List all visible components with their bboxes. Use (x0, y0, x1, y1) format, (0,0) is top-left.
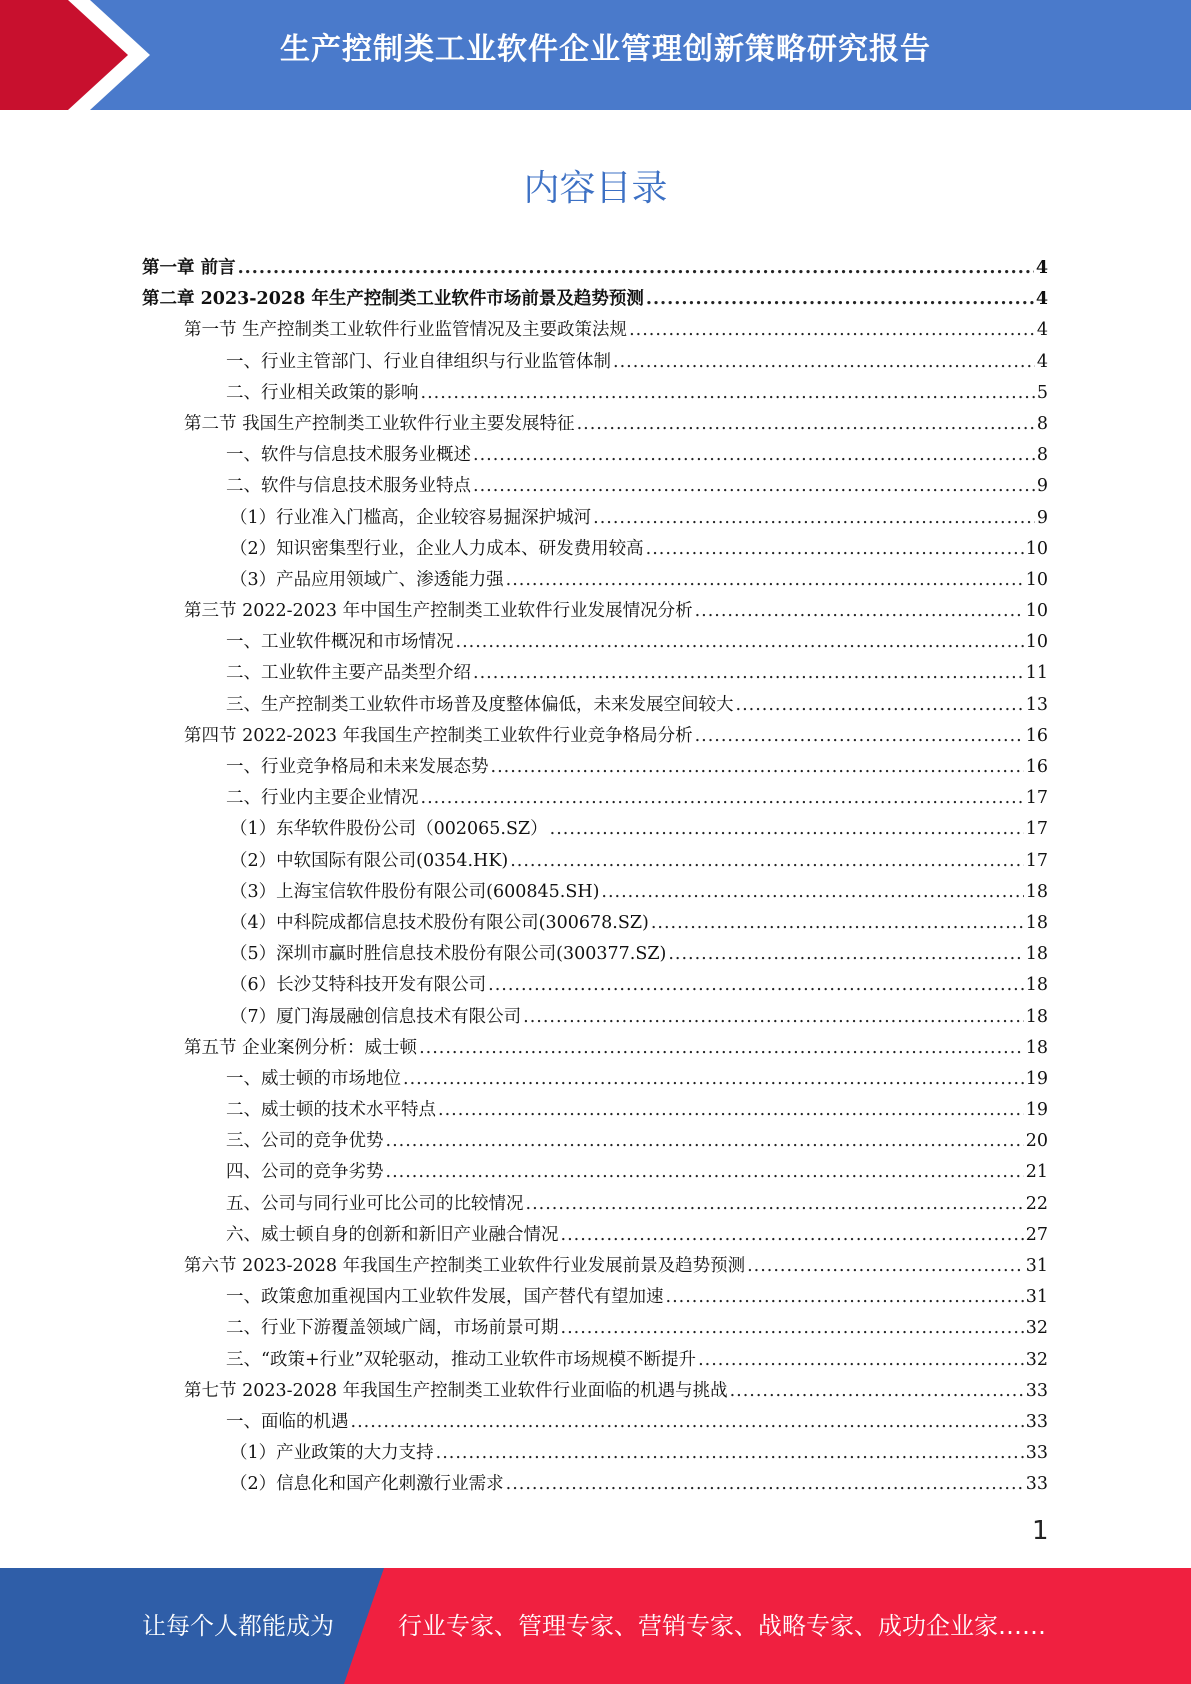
toc-leader-dots (506, 1469, 1024, 1500)
toc-entry-page: 18 (1025, 912, 1048, 933)
toc-entry-page: 31 (1025, 1287, 1048, 1308)
toc-entry[interactable] (142, 1095, 1048, 1126)
toc-entry-title: （1）行业准入门槛高，企业较容易掘深护城河 (230, 507, 592, 528)
toc-leader-dots (523, 1002, 1024, 1033)
toc-entry-page: 19 (1025, 1068, 1048, 1089)
toc-entry-page: 20 (1025, 1131, 1048, 1152)
toc-entry[interactable] (142, 315, 1048, 346)
toc-entry-title: 三、“政策+行业”双轮驱动，推动工业软件市场规模不断提升 (226, 1349, 697, 1370)
toc-entry[interactable] (142, 1407, 1048, 1438)
toc-leader-dots (561, 1313, 1024, 1344)
toc-entry-page: 33 (1025, 1411, 1048, 1432)
toc-leader-dots (386, 1126, 1024, 1157)
toc-entry[interactable] (142, 1157, 1048, 1188)
toc-entry-page: 18 (1025, 1006, 1048, 1027)
toc-entry[interactable] (142, 565, 1048, 596)
toc-leader-dots (403, 1064, 1024, 1095)
toc-entry-title: 五、公司与同行业可比公司的比较情况 (226, 1193, 524, 1214)
toc-entry-title: 六、威士顿自身的创新和新旧产业融合情况 (226, 1224, 559, 1245)
toc-entry[interactable] (142, 471, 1048, 502)
toc-heading: 内容目录 (523, 168, 668, 209)
toc-entry-page: 5 (1036, 382, 1048, 403)
toc-entry-title: 第七节 2023-2028 年我国生产控制类工业软件行业面临的机遇与挑战 (184, 1380, 728, 1401)
toc-leader-dots (386, 1157, 1024, 1188)
toc-leader-dots (629, 315, 1035, 346)
toc-entry-title: 第四节 2022-2023 年我国生产控制类工业软件行业竞争格局分析 (184, 725, 693, 746)
toc-entry-page: 9 (1036, 476, 1048, 497)
toc-entry-title: 二、威士顿的技术水平特点 (226, 1100, 436, 1121)
toc-entry-title: 第六节 2023-2028 年我国生产控制类工业软件行业发展前景及趋势预测 (184, 1256, 746, 1276)
toc-leader-dots (419, 1033, 1024, 1064)
toc-entry-page: 21 (1025, 1162, 1048, 1183)
toc-entry[interactable] (142, 1064, 1048, 1095)
toc-leader-dots (488, 970, 1024, 1001)
toc-entry-title: 三、公司的竞争优势 (226, 1131, 384, 1152)
toc-entry-page: 17 (1025, 819, 1048, 840)
toc-entry-title: 一、软件与信息技术服务业概述 (226, 445, 471, 466)
toc-entry[interactable] (142, 503, 1048, 534)
toc-entry-title: 第二章 2023-2028 年生产控制类工业软件市场前景及趋势预测 (142, 289, 644, 310)
report-title: 生产控制类工业软件企业管理创新策略研究报告 (280, 32, 931, 67)
toc-entry[interactable] (142, 253, 1048, 284)
toc-entry[interactable] (142, 690, 1048, 721)
toc-entry-page: 16 (1025, 757, 1048, 777)
toc-leader-dots (668, 939, 1023, 970)
toc-leader-dots (646, 534, 1024, 565)
toc-leader-dots (421, 783, 1024, 814)
toc-entry-title: 一、政策愈加重视国内工业软件发展，国产替代有望加速 (226, 1287, 664, 1308)
toc-entry[interactable] (142, 284, 1048, 315)
toc-entry-page: 18 (1025, 881, 1048, 902)
toc-entry-page: 33 (1025, 1474, 1048, 1495)
toc-entry-title: 二、行业下游覆盖领域广阔，市场前景可期 (226, 1318, 559, 1339)
toc-entry-page: 32 (1025, 1318, 1048, 1339)
footer-slogan-left: 让每个人都能成为 (142, 1612, 334, 1640)
toc-entry[interactable] (142, 877, 1048, 908)
toc-entry[interactable] (142, 409, 1048, 440)
page-header (0, 0, 1191, 110)
toc-entry-title: （3）产品应用领域广、渗透能力强 (230, 569, 504, 590)
toc-leader-dots (730, 1376, 1024, 1407)
toc-entry-page: 4 (1036, 320, 1048, 341)
toc-leader-dots (695, 721, 1024, 752)
toc-entry-page: 4 (1036, 351, 1048, 372)
toc-entry-page: 31 (1025, 1256, 1048, 1276)
toc-entry-title: （1）东华软件股份公司（002065.SZ） (230, 819, 548, 840)
toc-leader-dots (526, 1189, 1024, 1220)
toc-leader-dots (456, 627, 1024, 658)
toc-entry[interactable] (142, 596, 1048, 627)
toc-entry-page: 17 (1025, 850, 1048, 871)
toc-leader-dots (238, 253, 1034, 284)
toc-leader-dots (561, 1220, 1024, 1251)
toc-entry-page: 8 (1036, 413, 1048, 434)
toc-entry[interactable] (142, 1251, 1048, 1282)
toc-entry-title: 四、公司的竞争劣势 (226, 1162, 384, 1183)
toc-entry-title: 二、软件与信息技术服务业特点 (226, 476, 471, 497)
toc-leader-dots (747, 1251, 1024, 1282)
toc-entry-title: （7）厦门海晟融创信息技术有限公司 (230, 1006, 522, 1027)
toc-leader-dots (651, 908, 1024, 939)
toc-entry-page: 16 (1025, 725, 1048, 746)
toc-entry[interactable] (142, 1313, 1048, 1344)
toc-entry-title: 一、行业竞争格局和未来发展态势 (226, 757, 489, 777)
page-number: 1 (1032, 1516, 1049, 1546)
toc-leader-dots (473, 440, 1035, 471)
toc-leader-dots (577, 409, 1035, 440)
toc-entry-page: 18 (1025, 944, 1048, 965)
toc-entry-page: 9 (1036, 507, 1048, 528)
toc-leader-dots (601, 877, 1023, 908)
toc-entry[interactable] (142, 846, 1048, 877)
toc-leader-dots (698, 1345, 1024, 1376)
chevron-arrow-icon (0, 0, 160, 110)
toc-entry-title: 三、生产控制类工业软件市场普及度整体偏低，未来发展空间较大 (226, 694, 734, 715)
toc-entry-page: 19 (1025, 1100, 1048, 1121)
toc-leader-dots (666, 1282, 1024, 1313)
toc-entry[interactable] (142, 939, 1048, 970)
toc-entry-page: 8 (1036, 445, 1048, 466)
toc-entry[interactable] (142, 1033, 1048, 1064)
toc-entry[interactable] (142, 1282, 1048, 1313)
toc-entry-page: 4 (1035, 289, 1048, 310)
toc-leader-dots (510, 846, 1023, 877)
toc-leader-dots (438, 1095, 1024, 1126)
footer-slogan-right: 行业专家、管理专家、营销专家、战略专家、成功企业家…… (398, 1612, 1046, 1640)
toc-entry[interactable] (142, 908, 1048, 939)
toc-entry[interactable] (142, 814, 1048, 845)
toc-entry[interactable] (142, 534, 1048, 565)
toc-entry-page: 18 (1025, 1037, 1048, 1058)
toc-entry-page: 33 (1025, 1380, 1048, 1401)
toc-leader-dots (593, 503, 1035, 534)
toc-entry-page: 32 (1025, 1349, 1048, 1370)
toc-entry-page: 13 (1025, 694, 1048, 715)
toc-entry[interactable] (142, 1376, 1048, 1407)
page-footer (0, 1568, 1191, 1684)
toc-leader-dots (736, 690, 1024, 721)
toc-leader-dots (695, 596, 1024, 627)
toc-entry-title: 一、行业主管部门、行业自律组织与行业监管体制 (226, 351, 611, 372)
toc-entry-page: 17 (1025, 788, 1048, 809)
toc-entry[interactable] (142, 721, 1048, 752)
toc-entry[interactable] (142, 1438, 1048, 1469)
toc-entry-page: 11 (1025, 663, 1048, 684)
toc-entry-title: 第一章 前言 (142, 258, 236, 278)
toc-entry-title: 二、行业内主要企业情况 (226, 788, 419, 809)
toc-entry-title: （5）深圳市赢时胜信息技术股份有限公司(300377.SZ) (230, 944, 667, 965)
toc-entry[interactable] (142, 970, 1048, 1001)
toc-entry[interactable] (142, 783, 1048, 814)
toc-entry[interactable] (142, 378, 1048, 409)
toc-entry-title: 一、工业软件概况和市场情况 (226, 632, 454, 653)
toc-entry-title: （4）中科院成都信息技术股份有限公司(300678.SZ) (230, 912, 649, 933)
toc-entry[interactable] (142, 1345, 1048, 1376)
toc-leader-dots (436, 1438, 1024, 1469)
toc-entry[interactable] (142, 1189, 1048, 1220)
toc-leader-dots (613, 347, 1035, 378)
toc-entry[interactable] (142, 627, 1048, 658)
toc-leader-dots (421, 378, 1035, 409)
table-of-contents (142, 253, 1048, 1501)
toc-entry[interactable] (142, 1220, 1048, 1251)
toc-entry-title: 第五节 企业案例分析：威士顿 (184, 1037, 418, 1058)
toc-entry[interactable] (142, 658, 1048, 689)
toc-entry-title: （1）产业政策的大力支持 (230, 1443, 434, 1464)
toc-leader-dots (473, 471, 1035, 502)
toc-leader-dots (506, 565, 1024, 596)
toc-entry[interactable] (142, 1126, 1048, 1157)
toc-entry-title: 二、工业软件主要产品类型介绍 (226, 663, 471, 684)
toc-entry-page: 33 (1025, 1443, 1048, 1464)
toc-entry-page: 4 (1035, 258, 1048, 278)
toc-entry-title: 第二节 我国生产控制类工业软件行业主要发展特征 (184, 413, 575, 434)
toc-leader-dots (473, 658, 1024, 689)
toc-entry-title: （2）知识密集型行业，企业人力成本、研发费用较高 (230, 538, 644, 559)
toc-entry-page: 22 (1025, 1193, 1048, 1214)
toc-entry-title: 第三节 2022-2023 年中国生产控制类工业软件行业发展情况分析 (184, 601, 693, 622)
toc-entry[interactable] (142, 347, 1048, 378)
toc-entry-page: 27 (1025, 1224, 1048, 1245)
toc-entry[interactable] (142, 440, 1048, 471)
toc-leader-dots (351, 1407, 1024, 1438)
toc-entry-title: 一、面临的机遇 (226, 1411, 349, 1432)
toc-entry-title: 第一节 生产控制类工业软件行业监管情况及主要政策法规 (184, 320, 628, 341)
toc-entry-title: （3）上海宝信软件股份有限公司(600845.SH) (230, 881, 600, 902)
toc-leader-dots (550, 814, 1024, 845)
toc-entry-page: 10 (1025, 569, 1048, 590)
toc-entry-page: 10 (1025, 538, 1048, 559)
toc-entry-title: （6）长沙艾特科技开发有限公司 (230, 975, 487, 996)
toc-leader-dots (646, 284, 1034, 315)
toc-entry-title: 二、行业相关政策的影响 (226, 382, 419, 403)
toc-entry-page: 10 (1025, 601, 1048, 622)
toc-entry-title: （2）信息化和国产化刺激行业需求 (230, 1474, 504, 1495)
toc-leader-dots (491, 752, 1024, 783)
toc-entry-title: （2）中软国际有限公司(0354.HK) (230, 850, 509, 871)
toc-entry[interactable] (142, 1002, 1048, 1033)
toc-entry-page: 18 (1025, 975, 1048, 996)
toc-entry[interactable] (142, 752, 1048, 783)
toc-entry[interactable] (142, 1469, 1048, 1500)
toc-entry-page: 10 (1025, 632, 1048, 653)
toc-entry-title: 一、威士顿的市场地位 (226, 1068, 401, 1089)
